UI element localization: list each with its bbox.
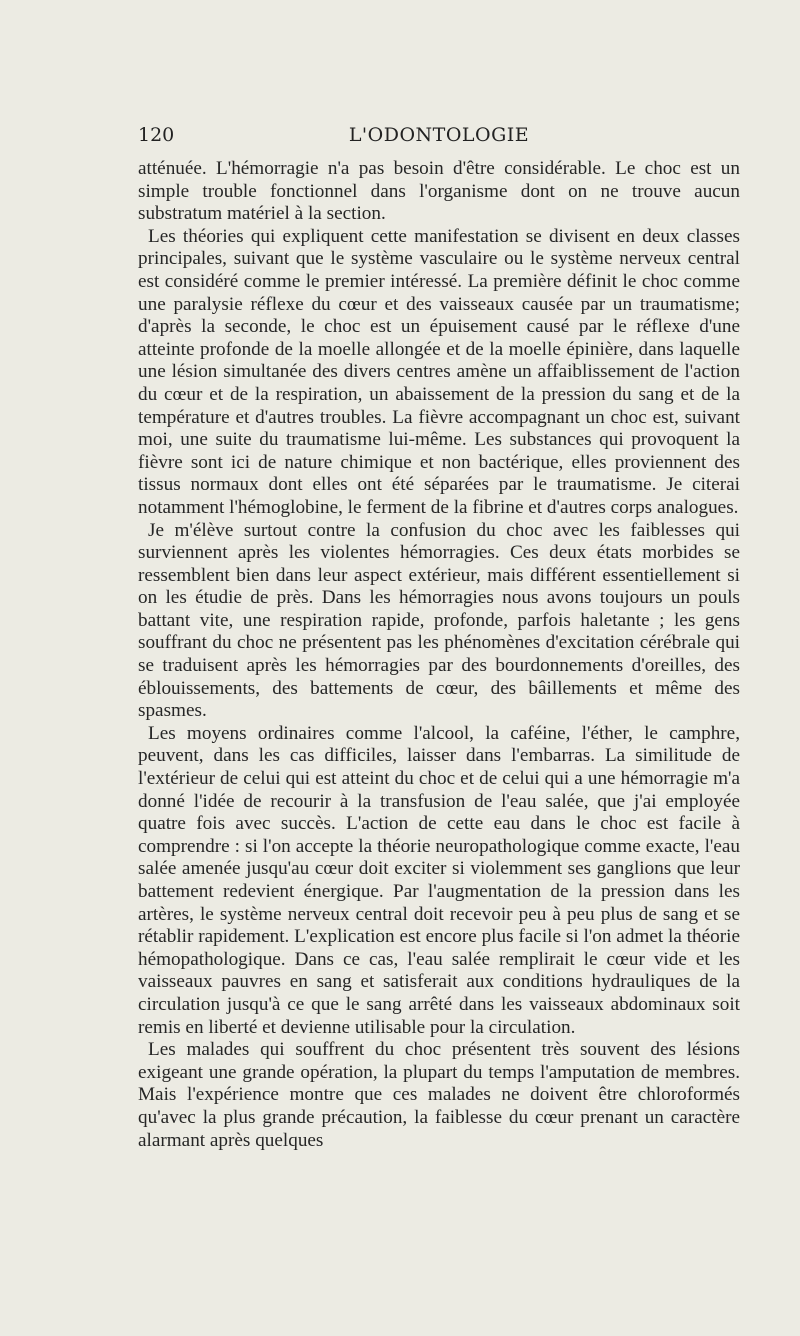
paragraph: atténuée. L'hémorragie n'a pas besoin d'être considérable. Le choc est un simple trouble fonctionnel dans l'organisme dont on ne trouve aucun substratum matériel à la section. — [138, 158, 740, 225]
paragraph: Je m'élève surtout contre la confusion du choc avec les faiblesses qui surviennent après les violentes hémorragies. Ces deux états morbides se ressemblent bien dans leur aspect extérieur, mais différent essentiellement si on les étudie de près. Dans les hémorragies nous avons toujours un pouls battant vite, une respiration rapide, profonde, parfois haletante ; les gens souffrant du choc ne présentent pas les phénomènes d'excitation cérébrale qui se traduisent après les hémorragies par des bourdonnements d'oreilles, des éblouissements, des battements de cœur, des bâillements et même des spasmes. — [138, 519, 740, 722]
running-title: L'ODONTOLOGIE — [348, 124, 530, 146]
paragraph: Les malades qui souffrent du choc présentent très souvent des lésions exigeant une grande opération, la plupart du temps l'amputation de membres. Mais l'expérience montre que ces malades ne doivent être chloroformés qu'avec la plus grande précaution, la faiblesse du cœur prenant un caractère alarmant après quelques — [138, 1039, 740, 1151]
body-text — [138, 158, 740, 1152]
page-number: 120 — [138, 124, 175, 146]
page-header — [138, 124, 740, 154]
paragraph: Les moyens ordinaires comme l'alcool, la caféine, l'éther, le camphre, peuvent, dans les cas difficiles, laisser dans l'embarras. La similitude de l'extérieur de celui qui est atteint du choc et de celui qui a une hémorragie m'a donné l'idée de recourir à la transfusion de l'eau salée, que j'ai employée quatre fois avec succès. L'action de cette eau dans le choc est facile à comprendre : si l'on accepte la théorie neuropathologique comme exacte, l'eau salée amenée jusqu'au cœur doit exciter si violemment ses ganglions que leur battement redevient énergique. Par l'augmentation de la pression dans les artères, le système nerveux central doit recevoir peu à peu plus de sang et se rétablir rapidement. L'explication est encore plus facile si l'on admet la théorie hémopathologique. Dans ce cas, l'eau salée remplirait le cœur vide et les vaisseaux pauvres en sang et satisferait aux conditions hydrauliques de la circulation jusqu'à ce que le sang arrêté dans les vaisseaux abdominaux soit remis en liberté et devienne utilisable pour la circulation. — [138, 722, 740, 1038]
paragraph: Les théories qui expliquent cette manifestation se divisent en deux classes principales, suivant que le système vasculaire ou le système nerveux central est considéré comme le premier intéressé. La première définit le choc comme une paralysie réflexe du cœur et des vaisseaux causée par un traumatisme; d'après la seconde, le choc est un épuisement causé par le réflexe d'une atteinte profonde de la moelle allongée et de la moelle épinière, dans laquelle une lésion simultanée des divers centres amène un affaiblissement de l'action du cœur et de la respiration, un abaissement de la pression du sang et de la température et d'autres troubles. La fièvre accompagnant un choc est, suivant moi, une suite du traumatisme lui-même. Les substances qui provoquent la fièvre sont ici de nature chimique et non bactérique, elles proviennent des tissus normaux dont elles ont été séparées par le traumatisme. Je citerai notamment l'hémoglobine, le ferment de la fibrine et d'autres corps analogues. — [138, 225, 740, 518]
